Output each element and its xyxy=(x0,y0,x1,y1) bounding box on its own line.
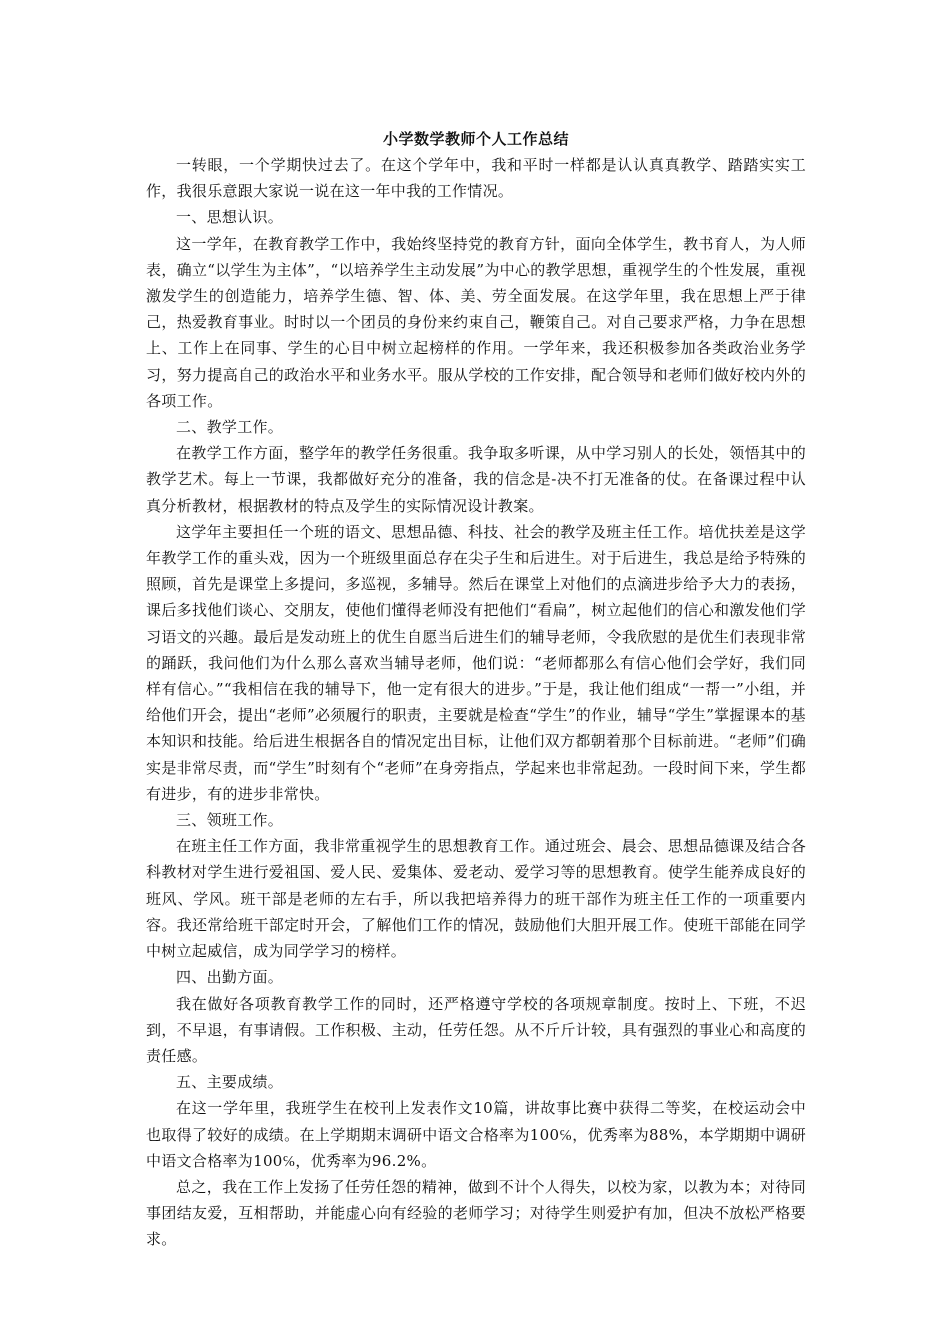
section-paragraph: 在这一学年里，我班学生在校刊上发表作文10篇，讲故事比赛中获得二等奖，在校运动会中也取得了较好的成绩。在上学期期末调研中语文合格率为100℅，优秀率为88%，本学期期中调研中语文合格率为100℅，优秀率为96.2%。 xyxy=(146,1099,806,1170)
section-paragraph: 这一学年，在教育教学工作中，我始终坚持党的教育方针，面向全体学生，教书育人，为人师表，确立“以学生为主体”，“以培养学生主动发展”为中心的教学思想，重视学生的个性发展，重视激发学生的创造能力，培养学生德、智、体、美、劳全面发展。在这学年里，我在思想上严于律己，热爱教育事业。时时以一个团员的身份来约束自己，鞭策自己。对自己要求严格，力争在思想上、工作上在同事、学生的心目中树立起榜样的作用。一学年来，我还积极参加各类政治业务学习，努力提高自己的政治水平和业务水平。服从学校的工作安排，配合领导和老师们做好校内外的各项工作。 xyxy=(146,234,806,410)
document-page xyxy=(146,128,806,1253)
section-paragraph: 这学年主要担任一个班的语文、思想品德、科技、社会的教学及班主任工作。培优扶差是这学年教学工作的重头戏，因为一个班级里面总存在尖子生和后进生。对于后进生，我总是给予特殊的照顾，首先是课堂上多提问，多巡视，多辅导。然后在课堂上对他们的点滴进步给予大力的表扬，课后多找他们谈心、交朋友，使他们懂得老师没有把他们“看扁”，树立起他们的信心和激发他们学习语文的兴趣。最后是发动班上的优生自愿当后进生们的辅导老师，令我欣慰的是优生们表现非常的踊跃，我问他们为什么那么喜欢当辅导老师，他们说：“老师都那么有信心他们会学好，我们同样有信心。”“我相信在我的辅导下，他一定有很大的进步。”于是，我让他们组成“一帮一”小组，并给他们开会，提出“老师”必须履行的职责，主要就是检查“学生”的作业，辅导“学生”掌握课本的基本知识和技能。给后进生根据各自的情况定出目标，让他们双方都朝着那个目标前进。“老师”们确实是非常尽责，而“学生”时刻有个“老师”在身旁指点，学起来也非常起劲。一段时间下来，学生都有进步，有的进步非常快。 xyxy=(146,522,806,803)
section-paragraph: 在班主任工作方面，我非常重视学生的思想教育工作。通过班会、晨会、思想品德课及结合各科教材对学生进行爱祖国、爱人民、爱集体、爱老动、爱学习等的思想教育。使学生能养成良好的班风、学风。班干部是老师的左右手，所以我把培养得力的班干部作为班主任工作的一项重要内容。我还常给班干部定时开会，了解他们工作的情况，鼓励他们大胆开展工作。使班干部能在同学中树立起威信，成为同学学习的榜样。 xyxy=(146,837,806,961)
section-heading-thought: 一、思想认识。 xyxy=(176,208,284,227)
conclusion-paragraph: 总之，我在工作上发扬了任劳任怨的精神，做到不计个人得失，以校为家，以教为本；对待同事团结友爱，互相帮助，并能虚心向有经验的老师学习；对待学生则爱护有加，但决不放松严格要求。 xyxy=(146,1177,806,1249)
document-title: 小学数学教师个人工作总结 xyxy=(382,130,569,148)
section-paragraph: 我在做好各项教育教学工作的同时，还严格遵守学校的各项规章制度。按时上、下班，不迟到，不早退，有事请假。工作积极、主动，任劳任怨。从不斤斤计较，具有强烈的事业心和高度的责任感。 xyxy=(146,994,806,1065)
section-heading-class-leading: 三、领班工作。 xyxy=(176,811,284,830)
section-heading-attendance: 四、出勤方面。 xyxy=(176,968,284,987)
section-heading-teaching: 二、教学工作。 xyxy=(176,418,284,437)
section-paragraph: 在教学工作方面，整学年的教学任务很重。我争取多听课，从中学习别人的长处，领悟其中的教学艺术。每上一节课，我都做好充分的准备，我的信念是-决不打无准备的仗。在备课过程中认真分析教材，根据教材的特点及学生的实际情况设计教案。 xyxy=(146,444,806,515)
intro-paragraph: 一转眼，一个学期快过去了。在这个学年中，我和平时一样都是认认真真教学、踏踏实实工作，我很乐意跟大家说一说在这一年中我的工作情况。 xyxy=(146,156,806,201)
section-heading-achievements: 五、主要成绩。 xyxy=(176,1073,284,1092)
